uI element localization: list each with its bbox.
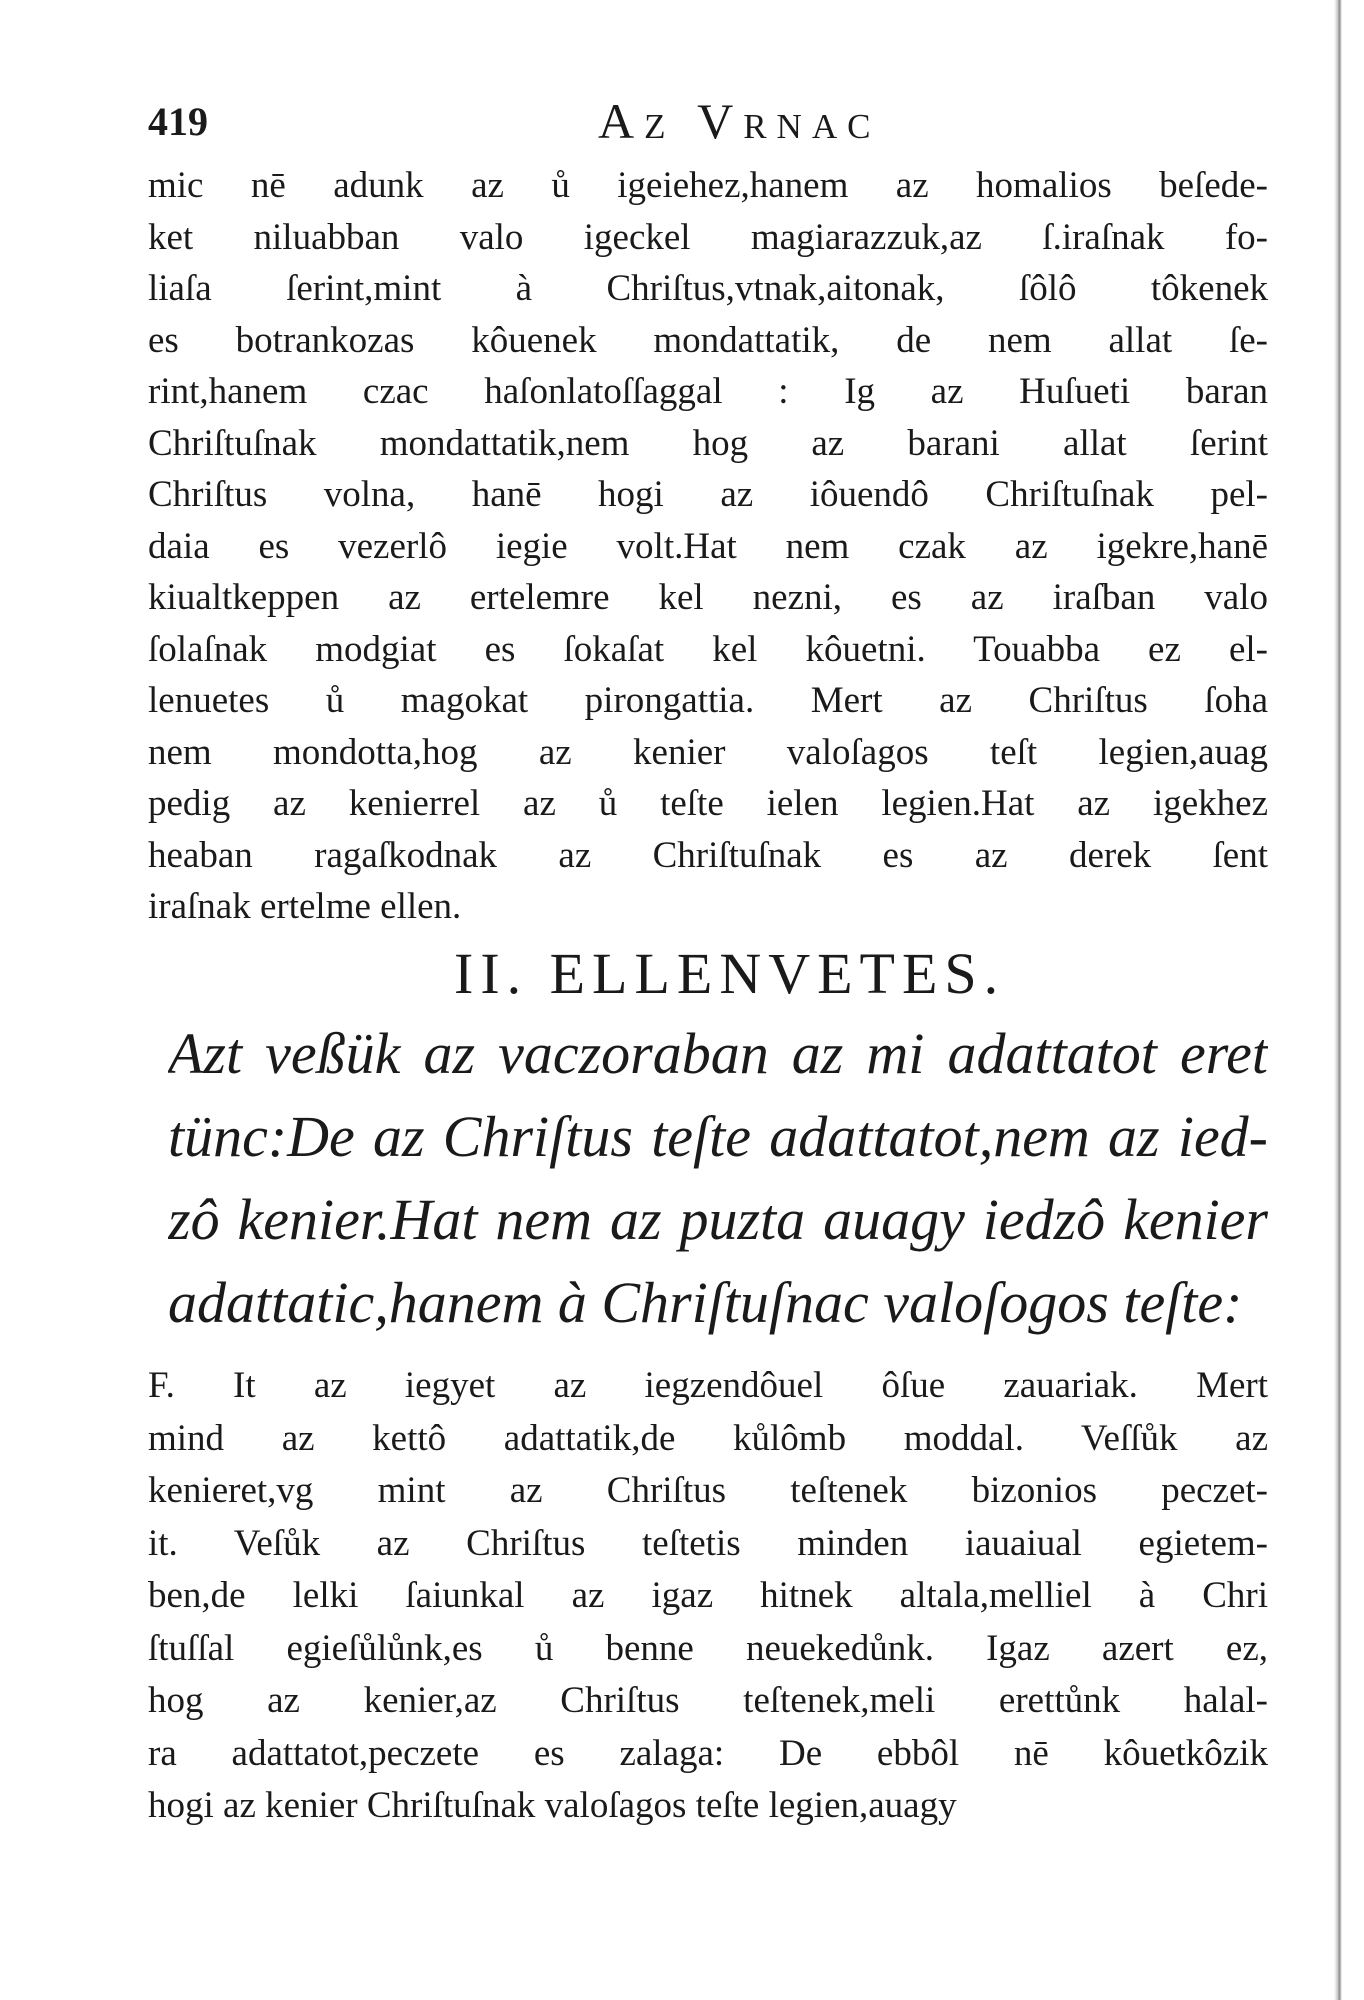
text-line: liaſa ſerint,mint à Chriſtus,vtnak,aitonak, ſôlô tôkenek: [148, 268, 1268, 309]
text-line: lenuetes ů magokat pirongattia. Mert az Chriſtus ſoha: [148, 680, 1268, 721]
page-number: 419: [148, 99, 208, 144]
page-header: [148, 92, 1258, 162]
italic-line: zô kenier.Hat nem az puzta auagy iedzô kenier: [168, 1187, 1268, 1252]
italic-line: Azt veßük az vaczoraban az mi adattatot eret: [168, 1021, 1268, 1086]
text-line: pedig az kenierrel az ů teſte ielen legien.Hat az igekhez: [148, 783, 1268, 824]
text-line: ra adattatot,peczete es zalaga: De ebbôl nē kôuetkôzik: [148, 1732, 1268, 1774]
text-line: kenieret,vg mint az Chriſtus teſtenek bizonios peczet-: [148, 1470, 1268, 1511]
text-line: Chriſtus volna, hanē hogi az iôuendô Chriſtuſnak pel-: [148, 474, 1268, 515]
text-line: rint,hanem czac haſonlatoſſaggal : Ig az Huſueti baran: [148, 371, 1268, 412]
text-line: mind az kettô adattatik,de kůlômb moddal. Veſſůk az: [148, 1417, 1268, 1459]
text-line: F. It az iegyet az iegzendôuel ôſue zauariak. Mert: [148, 1365, 1268, 1406]
text-line: ſtuſſal egieſůlůnk,es ů benne neuekedůnk. Igaz azert ez,: [148, 1627, 1268, 1669]
text-line: ſolaſnak modgiat es ſokaſat kel kôuetni. Touabba ez el-: [148, 628, 1268, 670]
answer-paragraph: [148, 1360, 1268, 1833]
text-line: it. Veſůk az Chriſtus teſtetis minden iauaiual egietem-: [148, 1522, 1268, 1564]
text-line: ben,de lelki ſaiunkal az igaz hitnek altala,melliel à Chri: [148, 1575, 1268, 1616]
text-line: nem mondotta,hog az kenier valoſagos teſt legien,auag: [148, 731, 1268, 773]
section-heading: II. ELLENVETES.: [454, 941, 1006, 1006]
italic-line: adattatic,hanem à Chriſtuſnac valoſogos teſte:: [168, 1270, 1243, 1335]
text-line: hogi az kenier Chriſtuſnak valoſagos teſte legien,auagy: [148, 1785, 957, 1826]
body-paragraph: [148, 160, 1268, 933]
italic-line: tünc:De az Chriſtus teſte adattatot,nem az ied-: [168, 1104, 1268, 1169]
text-line: mic nē adunk az ů igeiehez,hanem az homalios beſede-: [148, 165, 1268, 206]
running-head: Az Vrnac: [598, 93, 881, 149]
text-line: daia es vezerlô iegie volt.Hat nem czak az igekre,hanē: [148, 525, 1268, 567]
page-edge-shadow: [1334, 0, 1342, 2000]
text-line: hog az kenier,az Chriſtus teſtenek,meli erettůnk halal-: [148, 1680, 1268, 1721]
objection-paragraph: [168, 1012, 1268, 1344]
text-line: heaban ragaſkodnak az Chriſtuſnak es az derek ſent: [148, 834, 1268, 876]
text-line: iraſnak ertelme ellen.: [148, 886, 462, 927]
text-line: Chriſtuſnak mondattatik,nem hog az barani allat ſerint: [148, 422, 1268, 464]
text-line: es botrankozas kôuenek mondattatik, de nem allat ſe-: [148, 319, 1268, 361]
text-line: kiualtkeppen az ertelemre kel nezni, es az iraſban valo: [148, 577, 1268, 618]
text-line: ket niluabban valo igeckel magiarazzuk,az ſ.iraſnak fo-: [148, 216, 1268, 258]
